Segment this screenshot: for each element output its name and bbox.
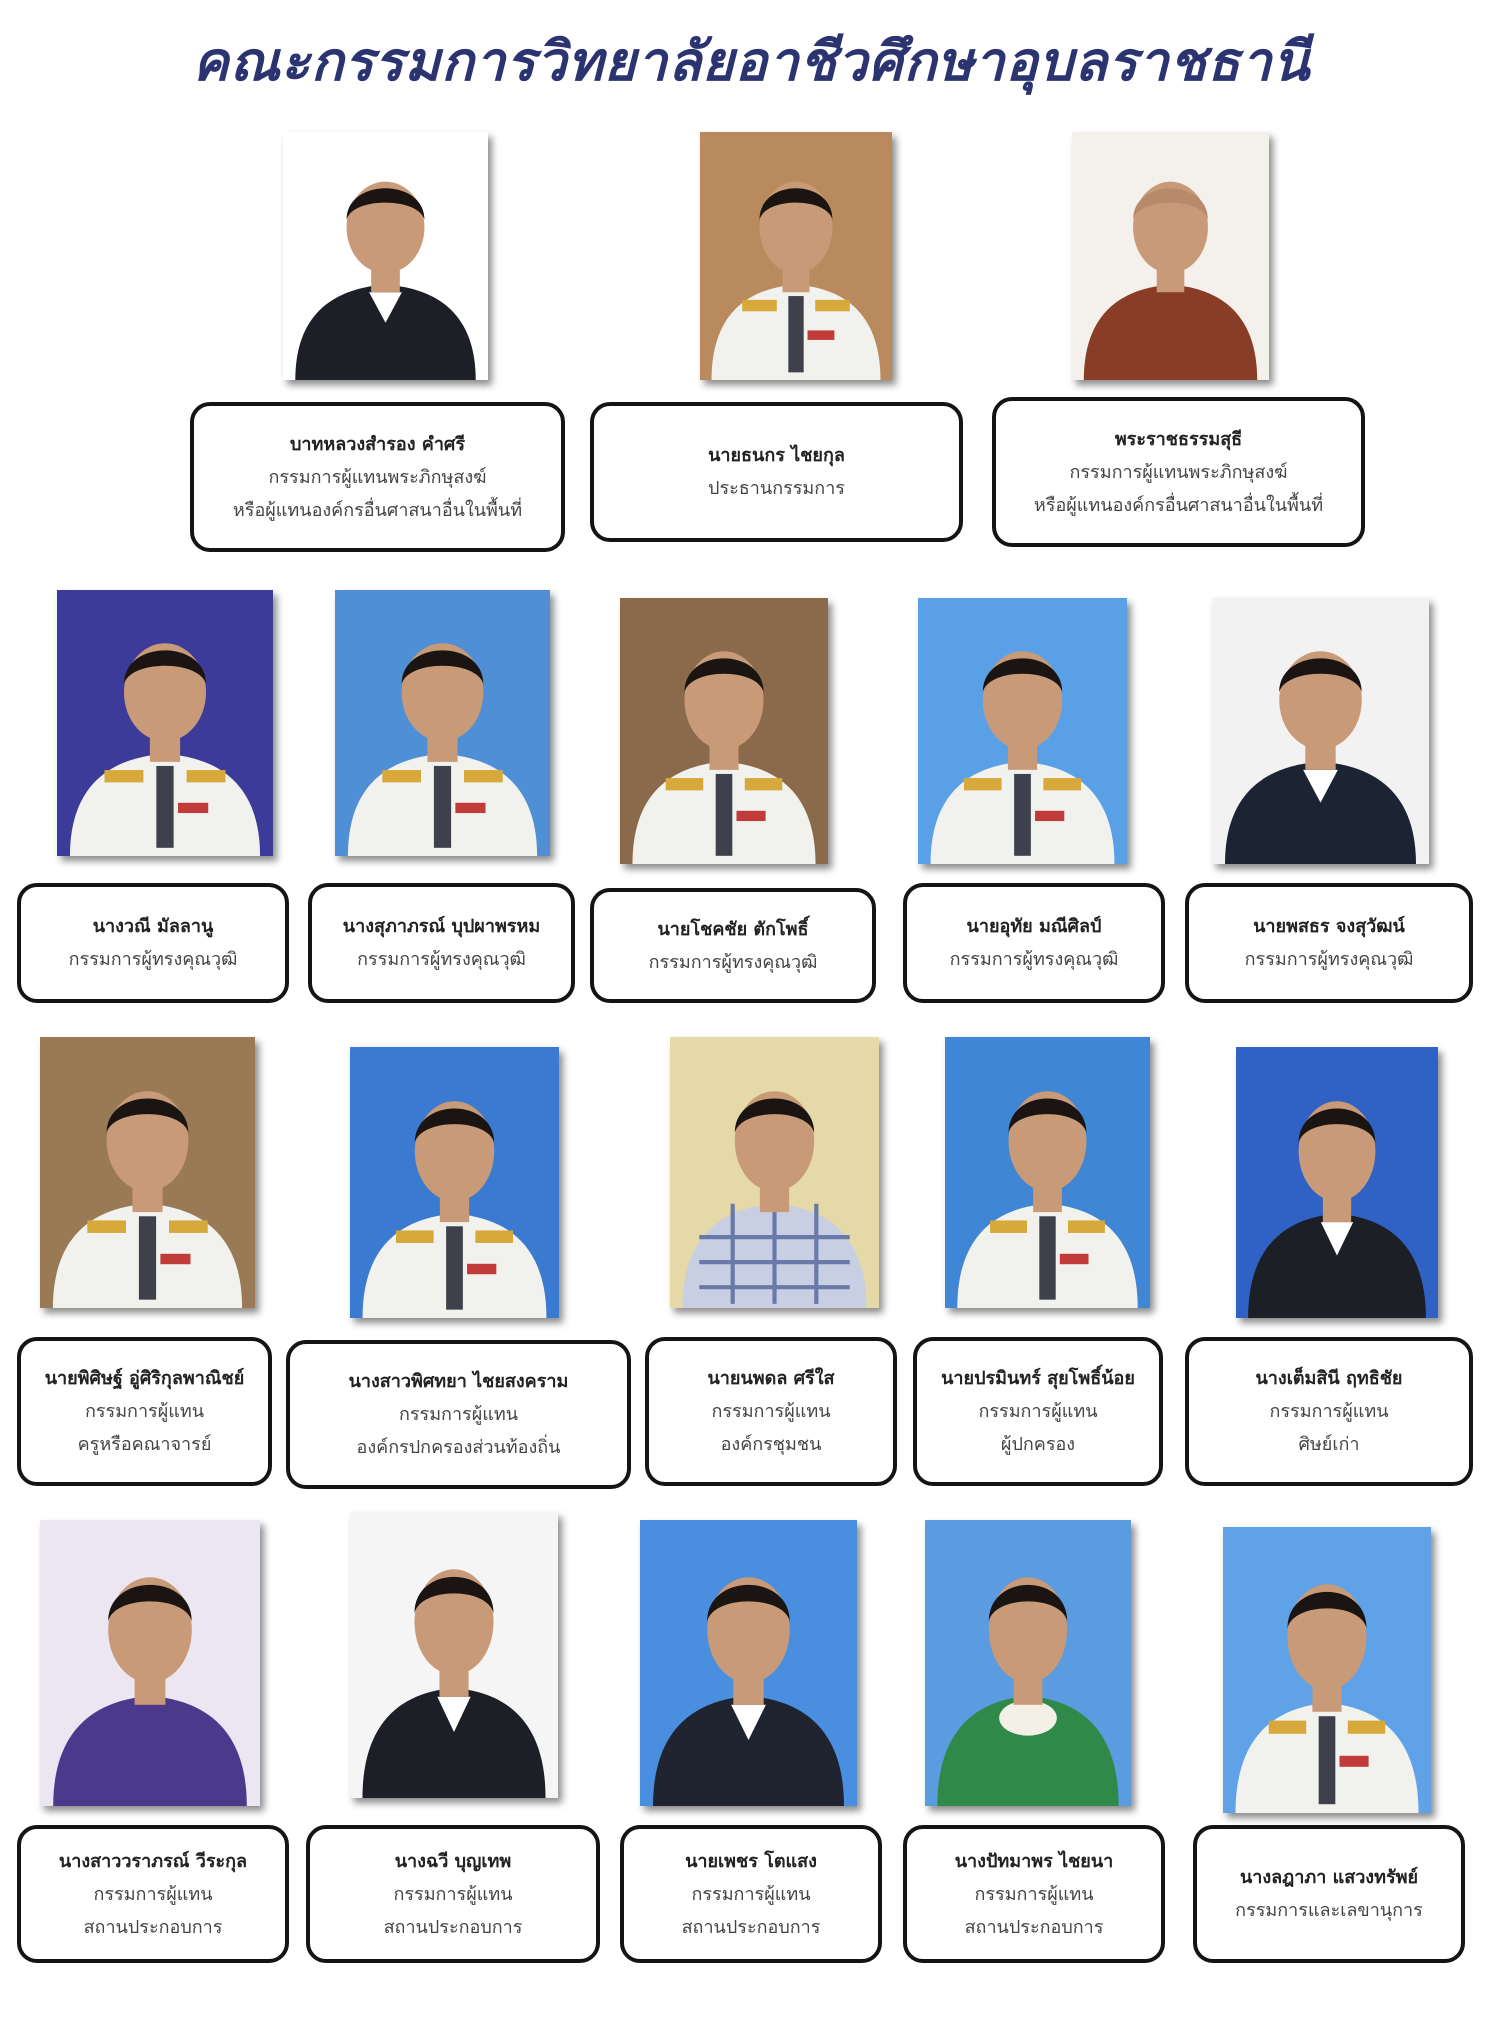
member-name: นายธนกร ไชยกุล xyxy=(708,445,845,466)
member-card-7 xyxy=(903,883,1165,1003)
member-role: กรรมการผู้แทน xyxy=(711,1401,831,1422)
member-card-10 xyxy=(286,1340,631,1489)
member-photo-7 xyxy=(918,598,1127,864)
member-card-8 xyxy=(1185,883,1473,1003)
member-role: กรรมการผู้ทรงคุณวุฒิ xyxy=(68,949,238,970)
member-photo-9 xyxy=(40,1037,255,1308)
member-role-detail: สถานประกอบการ xyxy=(681,1916,821,1938)
portrait-graphic xyxy=(640,1520,857,1806)
member-name: นางสาววราภรณ์ วีระกุล xyxy=(58,1850,248,1872)
portrait-graphic xyxy=(283,132,488,380)
member-role: กรรมการผู้ทรงคุณวุฒิ xyxy=(357,949,526,970)
member-name: นายพสธร จงสุวัฒน์ xyxy=(1253,916,1405,937)
member-role-detail: ศิษย์เก่า xyxy=(1298,1434,1360,1455)
member-card-16 xyxy=(620,1825,882,1963)
member-name: นายพิศิษฐ์ อู่ศิริกุลพาณิชย์ xyxy=(44,1368,245,1389)
portrait-graphic xyxy=(350,1047,559,1318)
member-card-2 xyxy=(590,402,963,542)
member-photo-4 xyxy=(57,590,273,856)
member-role-detail: องค์กรปกครองส่วนท้องถิ่น xyxy=(356,1437,561,1458)
member-card-14 xyxy=(17,1825,289,1963)
member-role-detail: หรือผู้แทนองค์กรอื่นศาสนาอื่นในพื้นที่ xyxy=(232,499,523,521)
member-photo-18 xyxy=(1223,1527,1431,1813)
portrait-graphic xyxy=(40,1037,255,1308)
portrait-graphic xyxy=(700,132,892,380)
member-photo-14 xyxy=(40,1520,260,1806)
page-title: คณะกรรมการวิทยาลัยอาชีวศึกษาอุบลราชธานี xyxy=(192,30,1311,93)
member-name: นางสาวพิศทยา ไชยสงคราม xyxy=(348,1371,569,1392)
member-photo-16 xyxy=(640,1520,857,1806)
member-role-detail: ผู้ปกครอง xyxy=(1000,1434,1076,1455)
member-name: นายปรมินทร์ สุยโพธิ์น้อย xyxy=(941,1368,1135,1389)
member-role: กรรมการผู้ทรงคุณวุฒิ xyxy=(648,951,818,973)
member-card-11 xyxy=(645,1337,897,1486)
member-role-detail: องค์กรชุมชน xyxy=(720,1434,822,1455)
member-name: นายอุทัย มณีศิลป์ xyxy=(966,916,1102,937)
member-photo-10 xyxy=(350,1047,559,1318)
member-card-13 xyxy=(1185,1337,1473,1486)
portrait-graphic xyxy=(925,1520,1131,1806)
member-card-17 xyxy=(903,1825,1165,1963)
portrait-graphic xyxy=(918,598,1127,864)
member-role: กรรมการผู้แทน xyxy=(398,1404,519,1425)
member-card-3 xyxy=(992,397,1365,547)
member-role-detail: ครูหรือคณาจารย์ xyxy=(77,1434,212,1455)
member-role: กรรมการผู้แทน xyxy=(393,1883,513,1905)
portrait-graphic xyxy=(335,590,550,856)
member-name: นายโชคชัย ตักโพธิ์ xyxy=(657,918,809,940)
member-photo-15 xyxy=(350,1512,558,1798)
portrait-graphic xyxy=(350,1512,558,1798)
member-role: กรรมการผู้แทน xyxy=(93,1883,213,1905)
member-card-6 xyxy=(590,888,876,1003)
portrait-graphic xyxy=(670,1037,879,1308)
member-name: นายเพชร โตแสง xyxy=(685,1850,817,1872)
member-role: กรรมการและเลขานุการ xyxy=(1235,1900,1423,1921)
member-role: กรรมการผู้ทรงคุณวุฒิ xyxy=(1244,949,1414,970)
member-card-18 xyxy=(1193,1825,1465,1963)
member-photo-8 xyxy=(1212,598,1429,864)
portrait-graphic xyxy=(57,590,273,856)
member-name: นางปัทมาพร ไชยนา xyxy=(954,1850,1114,1872)
member-role: กรรมการผู้แทน xyxy=(978,1401,1098,1422)
member-card-5 xyxy=(308,883,575,1003)
portrait-graphic xyxy=(620,598,828,864)
member-role-detail: สถานประกอบการ xyxy=(83,1916,223,1938)
member-role: กรรมการผู้แทน xyxy=(974,1883,1094,1905)
member-card-4 xyxy=(17,883,289,1003)
member-card-12 xyxy=(913,1337,1163,1486)
member-card-15 xyxy=(306,1825,600,1963)
member-card-1 xyxy=(190,402,565,552)
member-role: กรรมการผู้ทรงคุณวุฒิ xyxy=(949,949,1119,970)
member-name: นางลฎาภา แสวงทรัพย์ xyxy=(1239,1867,1419,1888)
member-photo-12 xyxy=(945,1037,1150,1308)
member-name: นางสุภาภรณ์ บุปผาพรหม xyxy=(342,916,541,937)
member-name: นางฉวี บุญเทพ xyxy=(394,1850,512,1872)
member-role-detail: สถานประกอบการ xyxy=(964,1916,1104,1938)
member-role: กรรมการผู้แทน xyxy=(691,1883,811,1905)
member-photo-1 xyxy=(283,132,488,380)
member-name: บาทหลวงสำรอง คำศรี xyxy=(289,433,466,455)
member-role: กรรมการผู้แทนพระภิกษุสงฆ์ xyxy=(1069,461,1288,483)
member-card-9 xyxy=(17,1337,272,1486)
portrait-graphic xyxy=(945,1037,1150,1308)
member-photo-3 xyxy=(1072,132,1269,380)
member-name: นายนพดล ศรีใส xyxy=(707,1368,835,1389)
member-role-detail: หรือผู้แทนองค์กรอื่นศาสนาอื่นในพื้นที่ xyxy=(1033,494,1324,516)
member-role: กรรมการผู้แทน xyxy=(84,1401,205,1422)
portrait-graphic xyxy=(1223,1527,1431,1813)
member-name: นางเต็มสินี ฤทธิชัย xyxy=(1255,1368,1403,1389)
member-photo-11 xyxy=(670,1037,879,1308)
portrait-graphic xyxy=(40,1520,260,1806)
member-photo-5 xyxy=(335,590,550,856)
portrait-graphic xyxy=(1212,598,1429,864)
member-photo-13 xyxy=(1236,1047,1438,1318)
member-name: นางวณี มัลลานู xyxy=(92,916,214,937)
member-photo-2 xyxy=(700,132,892,380)
member-role: กรรมการผู้แทน xyxy=(1269,1401,1389,1422)
member-name: พระราชธรรมสุธี xyxy=(1114,428,1243,450)
member-role-detail: สถานประกอบการ xyxy=(383,1916,523,1938)
member-role: ประธานกรรมการ xyxy=(708,478,845,499)
member-photo-17 xyxy=(925,1520,1131,1806)
portrait-graphic xyxy=(1072,132,1269,380)
member-role: กรรมการผู้แทนพระภิกษุสงฆ์ xyxy=(268,466,487,488)
portrait-graphic xyxy=(1236,1047,1438,1318)
member-photo-6 xyxy=(620,598,828,864)
